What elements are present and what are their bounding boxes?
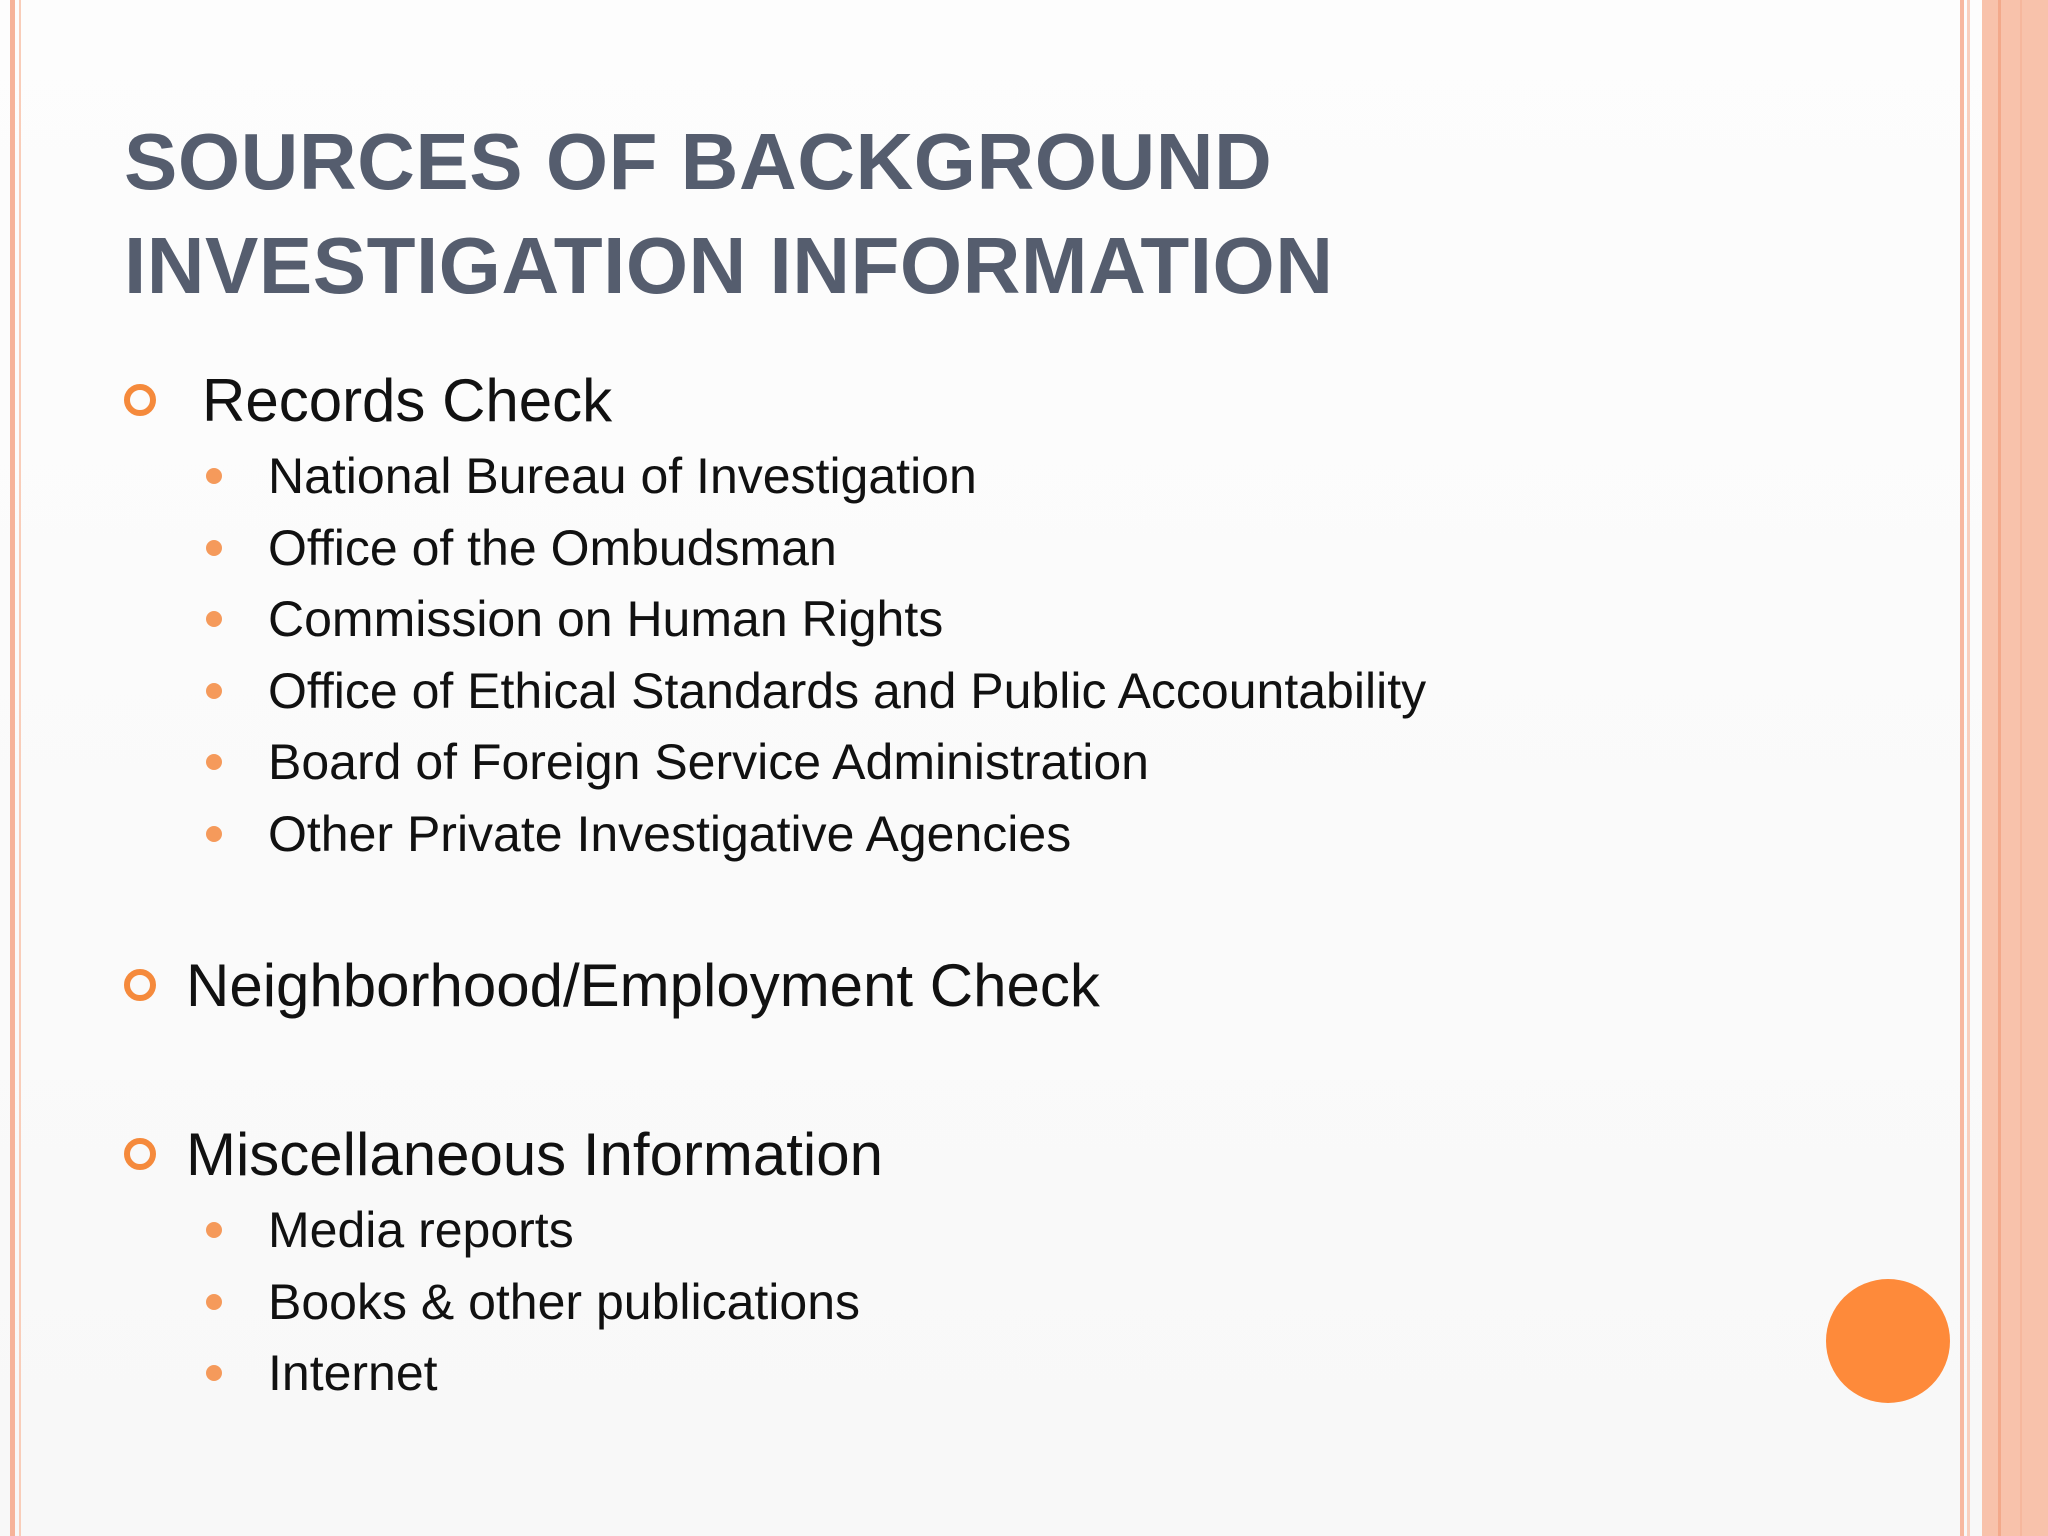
right-border-band: [1982, 0, 2048, 1536]
sub-bullet-text: Other Private Investigative Agencies: [268, 806, 1072, 862]
dot-bullet-icon: [206, 611, 222, 627]
sub-bullet-text: Office of Ethical Standards and Public Accountability: [268, 663, 1427, 719]
sub-bullet-text: National Bureau of Investigation: [268, 448, 977, 504]
dot-bullet-icon: [206, 754, 222, 770]
right-border-line-thin: [1967, 0, 1970, 1536]
bullet-miscellaneous-information: [124, 1114, 883, 1194]
dot-bullet-icon: [206, 1222, 222, 1238]
bullet-heading: Records Check: [202, 366, 613, 434]
ring-bullet-icon: [124, 1138, 156, 1170]
left-border-line-thin: [19, 0, 21, 1536]
dot-bullet-icon: [206, 1294, 222, 1310]
dot-bullet-icon: [206, 826, 222, 842]
bullet-heading: Miscellaneous Information: [186, 1120, 884, 1188]
sub-bullet-text: Board of Foreign Service Administration: [268, 734, 1149, 790]
sub-bullet-text: Internet: [268, 1345, 438, 1401]
right-band-stripe-thin: [2020, 0, 2022, 1536]
sub-bullet-text: Office of the Ombudsman: [268, 520, 837, 576]
slide-title-line-2: INVESTIGATION INFORMATION: [124, 221, 1334, 310]
right-border-line: [1960, 0, 1964, 1536]
right-band-stripe: [1998, 0, 2001, 1536]
dot-bullet-icon: [206, 683, 222, 699]
left-border-line: [10, 0, 15, 1536]
bullet-heading: Neighborhood/Employment Check: [186, 951, 1100, 1019]
slide-title: [124, 110, 1334, 318]
sub-bullet-text: Media reports: [268, 1202, 574, 1258]
ring-bullet-icon: [124, 384, 156, 416]
orange-circle-icon: [1826, 1279, 1950, 1403]
sub-bullet-text: Books & other publications: [268, 1274, 861, 1330]
sub-bullet-text: Commission on Human Rights: [268, 591, 944, 647]
dot-bullet-icon: [206, 1365, 222, 1381]
dot-bullet-icon: [206, 540, 222, 556]
bullet-neighborhood-employment-check: [124, 945, 1100, 1025]
slide-title-line-1: SOURCES OF BACKGROUND: [124, 117, 1273, 206]
ring-bullet-icon: [124, 969, 156, 1001]
bullet-records-check: [124, 360, 612, 440]
dot-bullet-icon: [206, 468, 222, 484]
